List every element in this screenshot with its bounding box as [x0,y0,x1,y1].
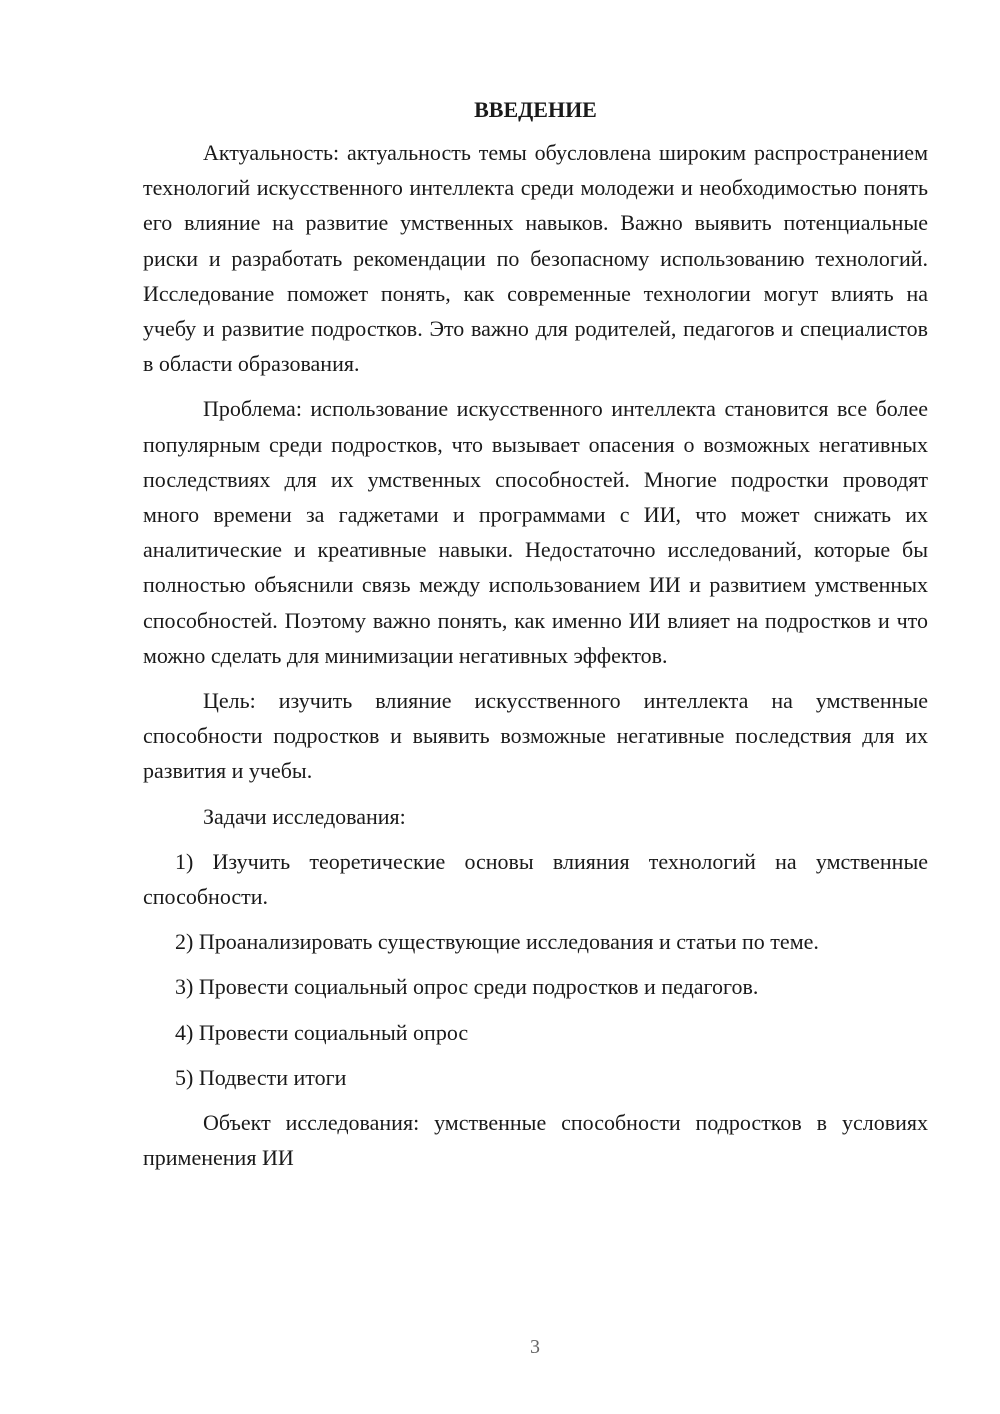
tasks-heading: Задачи исследования: [203,803,406,829]
page-number: 3 [530,1336,540,1358]
task-item-1: 1) Изучить теоретические основы влияния технологий на умственные способности. [143,848,928,910]
page-content [143,92,928,1185]
goal-paragraph: Цель: изучить влияние искусственного интеллекта на умственные способности подростков и выявить возможные негативные последствия для их развития и учебы. [143,688,928,784]
problem-paragraph: Проблема: использование искусственного интеллекта становится все более популярным среди подростков, что вызывает опасения о возможных негативных последствиях для их умственных способностей. Многие подростки проводят много времени за гаджетами и программами с ИИ, что может снижать их аналитические и креативные навыки. Недостаточно исследований, которые бы полностью объяснили связь между использованием ИИ и развитием умственных способностей. Поэтому важно понять, как именно ИИ влияет на подростков и что можно сделать для минимизации негативных эффектов. [143,396,928,668]
task-item-5: 5) Подвести итоги [175,1064,347,1090]
task-item-4: 4) Провести социальный опрос [175,1019,469,1045]
task-item-3: 3) Провести социальный опрос среди подростков и педагогов. [175,974,759,1000]
task-item-2: 2) Проанализировать существующие исследования и статьи по теме. [175,929,819,955]
object-paragraph: Объект исследования: умственные способности подростков в условиях применения ИИ [143,1110,928,1171]
section-title: ВВЕДЕНИЕ [474,97,597,122]
relevance-paragraph: Актуальность: актуальность темы обусловлена широким распространением технологий искусственного интеллекта среди молодежи и необходимостью понять его влияние на развитие умственных навыков. Важно выявить потенциальные риски и разработать рекомендации по безопасному использованию технологий. Исследование поможет понять, как современные технологии могут влиять на учебу и развитие подростков. Это важно для родителей, педагогов и специалистов в области образования. [143,140,928,377]
